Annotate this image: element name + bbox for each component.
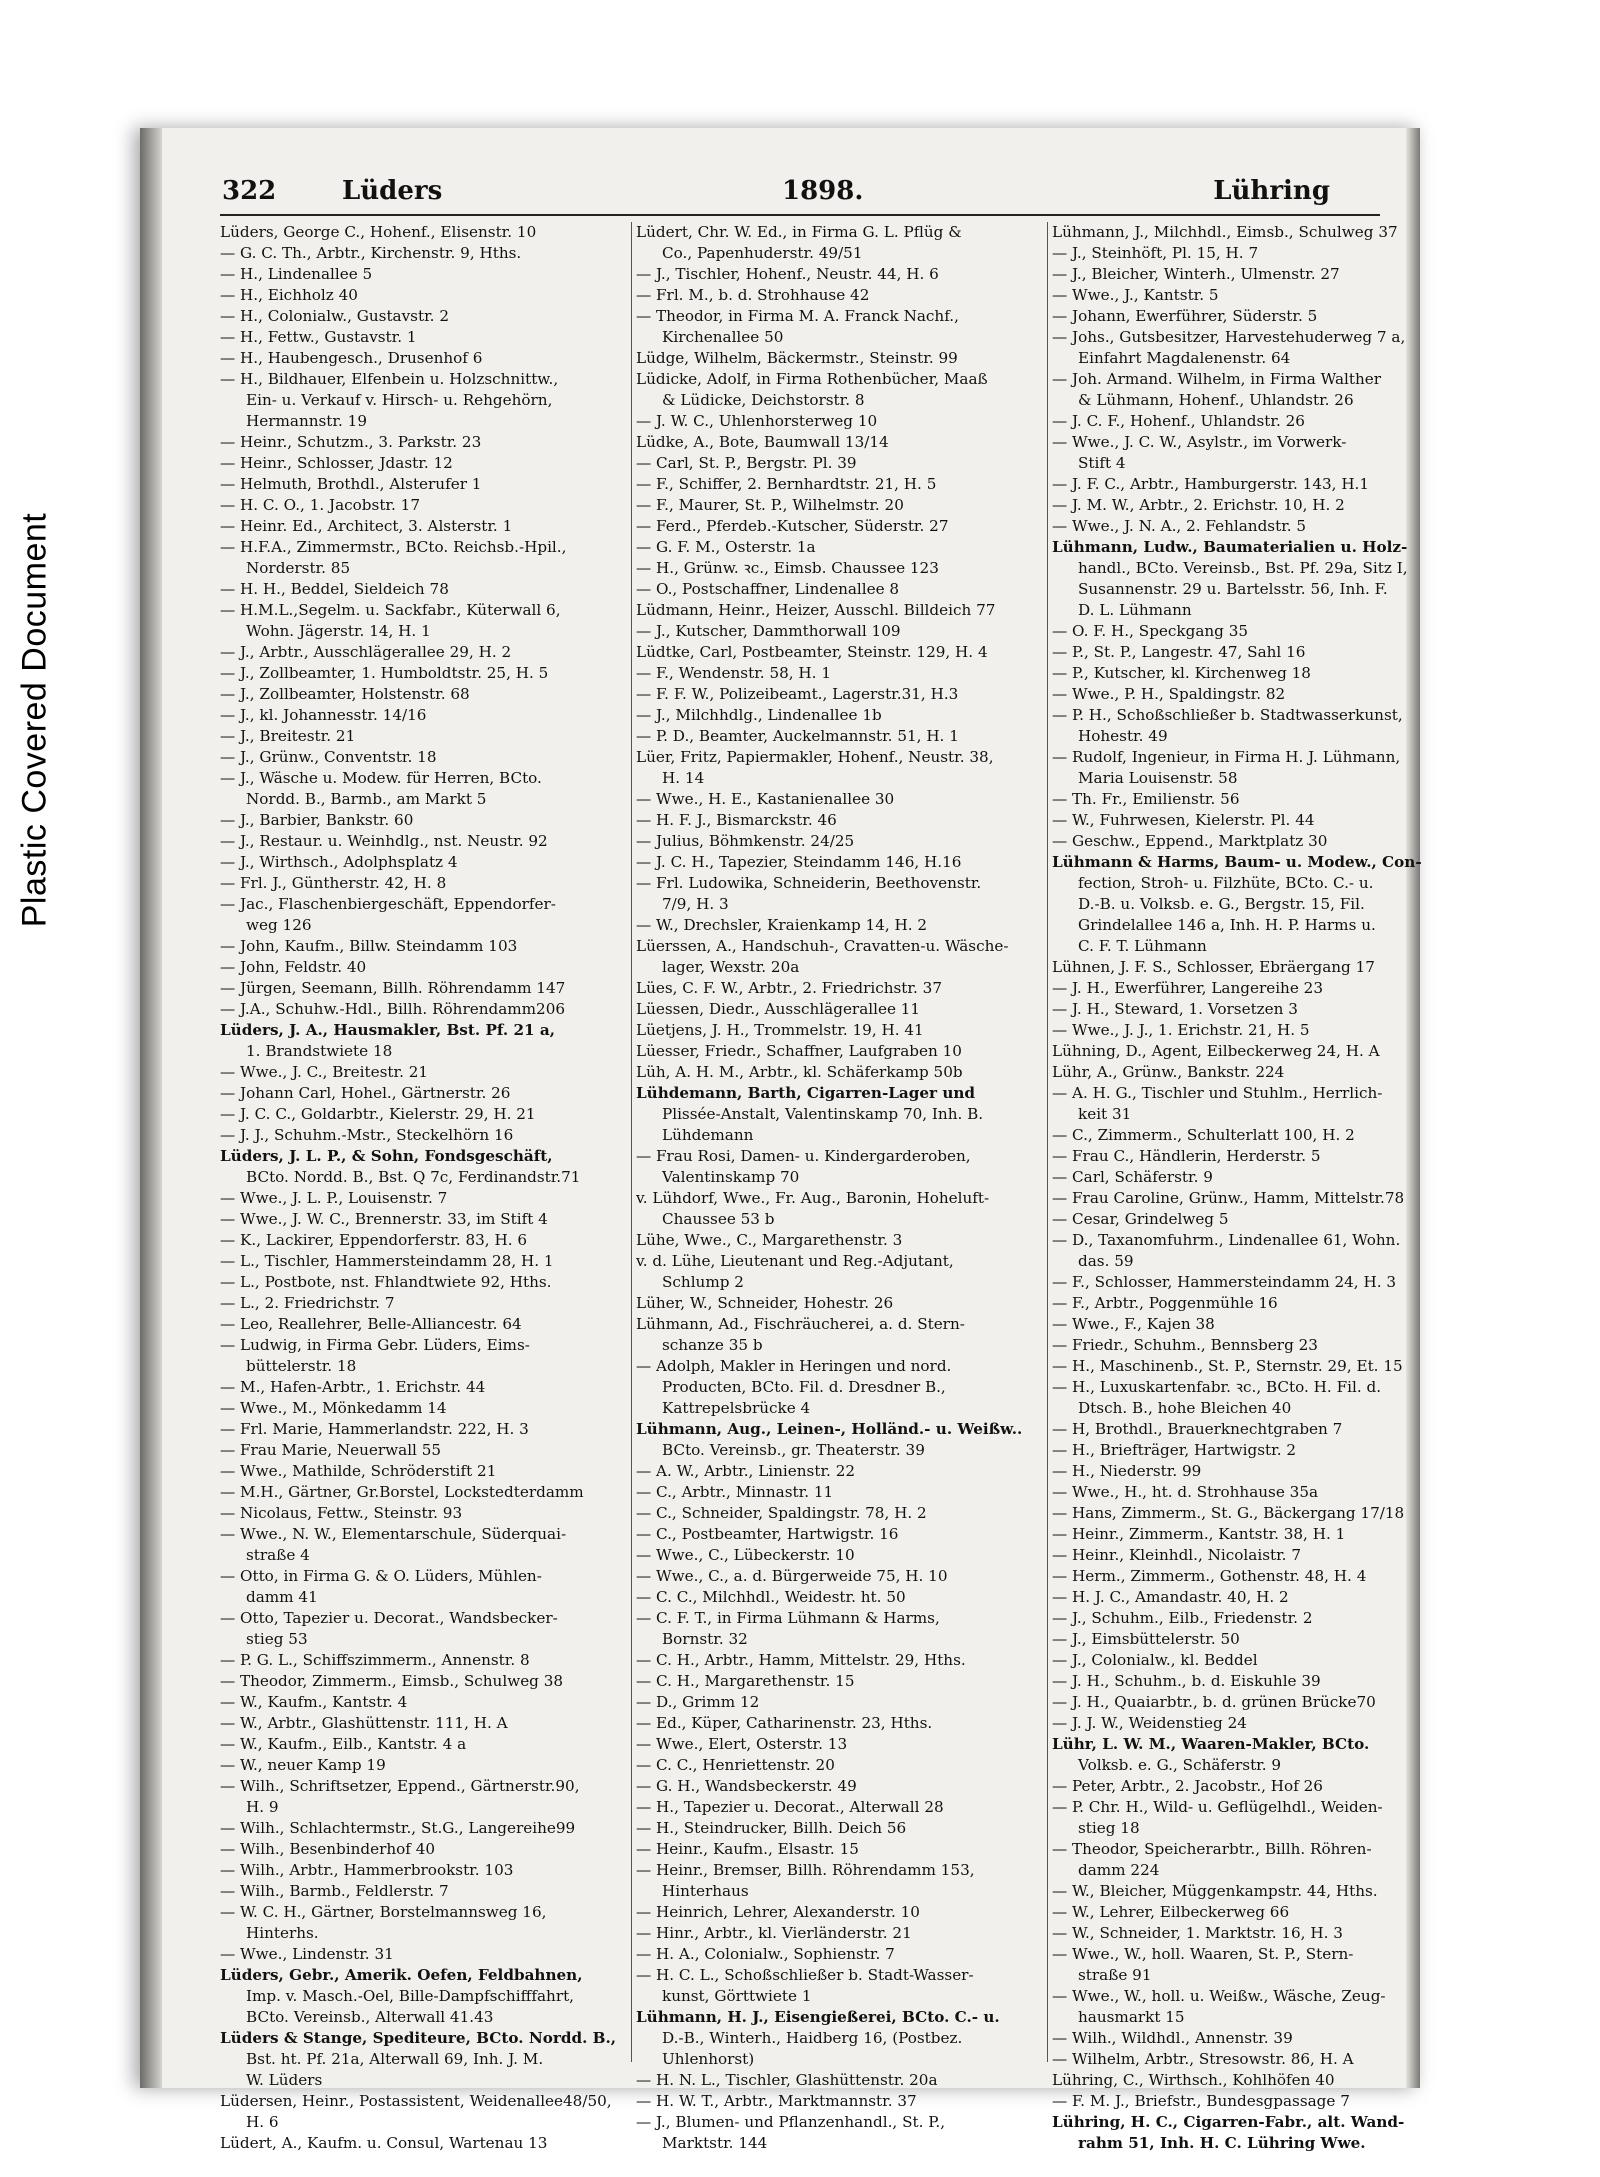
directory-entry: — J., Zollbeamter, Holstenstr. 68 [220,685,470,703]
directory-entry: Lüer, Fritz, Papiermakler, Hohenf., Neustr. 38, [636,748,994,766]
directory-entry: — O. F. H., Speckgang 35 [1052,622,1249,640]
directory-entry: — W., Drechsler, Kraienkamp 14, H. 2 [636,916,928,934]
directory-entry: — P., Kutscher, kl. Kirchenweg 18 [1052,664,1311,682]
directory-entry: — C., Postbeamter, Hartwigstr. 16 [636,1525,899,1543]
directory-entry: — Friedr., Schuhm., Bennsberg 23 [1052,1336,1318,1354]
directory-entry: — W. C. H., Gärtner, Borstelmannsweg 16, [220,1903,547,1921]
directory-entry: lager, Wexstr. 20a [662,958,800,976]
directory-entry: straße 4 [246,1546,310,1564]
directory-entry: Lühr, A., Grünw., Bankstr. 224 [1052,1063,1285,1081]
directory-entry: — J., Eimsbüttelerstr. 50 [1052,1630,1240,1648]
directory-entry: W. Lüders [246,2071,323,2089]
directory-entry: Ein- u. Verkauf v. Hirsch- u. Rehgehörn, [246,391,553,409]
directory-entry: — J. H., Quaiarbtr., b. d. grünen Brücke70 [1052,1693,1376,1711]
directory-entry: — Hinr., Arbtr., kl. Vierländerstr. 21 [636,1924,912,1942]
directory-entry: — Wilh., Besenbinderhof 40 [220,1840,436,1858]
directory-entry: Lühring, C., Wirthsch., Kohlhöfen 40 [1052,2071,1335,2089]
directory-entry: D. L. Lühmann [1078,601,1192,619]
directory-entry: Lüher, W., Schneider, Hohestr. 26 [636,1294,894,1312]
directory-entry: Valentinskamp 70 [662,1168,800,1186]
directory-entry: — H.M.L.,Segelm. u. Sackfabr., Küterwall 6, [220,601,561,619]
column-1 [220,222,625,2152]
directory-entry: Lühdemann [662,1126,754,1144]
directory-entry: — H., Tapezier u. Decorat., Alterwall 28 [636,1798,944,1816]
directory-entry: — Carl, St. P., Bergstr. Pl. 39 [636,454,857,472]
directory-entry: — Otto, Tapezier u. Decorat., Wandsbecker- [220,1609,558,1627]
directory-entry: — D., Grimm 12 [636,1693,760,1711]
directory-entry: Maria Louisenstr. 58 [1078,769,1238,787]
directory-entry: — Wwe., N. W., Elementarschule, Süderquai- [220,1525,567,1543]
directory-entry: — Wwe., C., a. d. Bürgerweide 75, H. 10 [636,1567,948,1585]
directory-entry: — J., Blumen- und Pflanzenhandl., St. P., [636,2113,946,2131]
page-number: 322 [222,176,277,206]
directory-entry: — Frl. Marie, Hammerlandstr. 222, H. 3 [220,1420,529,1438]
directory-entry: Lüdke, A., Bote, Baumwall 13/14 [636,433,889,451]
directory-entry: — H., Bildhauer, Elfenbein u. Holzschnittw., [220,370,559,388]
directory-entry: — F., Schiffer, 2. Bernhardtstr. 21, H. 5 [636,475,937,493]
directory-entry: — Wwe., J. L. P., Louisenstr. 7 [220,1189,448,1207]
directory-entry: — Frl. Ludowika, Schneiderin, Beethovenstr. [636,874,982,892]
directory-entry: Lühning, D., Agent, Eilbeckerweg 24, H. A [1052,1042,1380,1060]
directory-entry: — H., Steindrucker, Billh. Deich 56 [636,1819,907,1837]
directory-entry: Lüdert, Chr. W. Ed., in Firma G. L. Pflüg & [636,223,962,241]
directory-entry: Lüders, J. L. P., & Sohn, Fondsgeschäft, [220,1147,553,1165]
directory-entry: — J., Arbtr., Ausschlägerallee 29, H. 2 [220,643,512,661]
side-label [0,0,70,2177]
directory-entry: Plissée-Anstalt, Valentinskamp 70, Inh. B. [662,1105,984,1123]
directory-entry: — J. C. H., Tapezier, Steindamm 146, H.16 [636,853,962,871]
directory-page [140,128,1422,2152]
directory-entry: — Geschw., Eppend., Marktplatz 30 [1052,832,1328,850]
directory-entry: — P. Chr. H., Wild- u. Geflügelhdl., Weiden- [1052,1798,1383,1816]
directory-entry: — G. H., Wandsbeckerstr. 49 [636,1777,857,1795]
directory-entry: — J., Restaur. u. Weinhdlg., nst. Neustr. 92 [220,832,548,850]
directory-entry: — H. W. T., Arbtr., Marktmannstr. 37 [636,2092,917,2110]
directory-entry: — Cesar, Grindelweg 5 [1052,1210,1229,1228]
column-2 [636,222,1041,2152]
directory-entry: Lüdge, Wilhelm, Bäckermstr., Steinstr. 99 [636,349,958,367]
directory-entry: — Helmuth, Brothdl., Alsterufer 1 [220,475,482,493]
directory-entry: — J., Tischler, Hohenf., Neustr. 44, H. 6 [636,265,939,283]
directory-entry: Volksb. e. G., Schäferstr. 9 [1078,1756,1282,1774]
directory-entry: — Theodor, Zimmerm., Eimsb., Schulweg 38 [220,1672,564,1690]
directory-entry: Lühmann, Ludw., Baumaterialien u. Holz- [1052,538,1408,556]
directory-entry: Lühring, H. C., Cigarren-Fabr., alt. Wand- [1052,2113,1405,2131]
directory-entry: — Wwe., P. H., Spaldingstr. 82 [1052,685,1286,703]
directory-entry: — J., Bleicher, Winterh., Ulmenstr. 27 [1052,265,1340,283]
directory-entry: Lühe, Wwe., C., Margarethenstr. 3 [636,1231,903,1249]
directory-entry: rahm 51, Inh. H. C. Lühring Wwe. [1078,2134,1366,2152]
directory-entry: — W., Bleicher, Müggenkampstr. 44, Hths. [1052,1882,1378,1900]
header-rule [220,214,1380,216]
directory-entry: — Herm., Zimmerm., Gothenstr. 48, H. 4 [1052,1567,1367,1585]
directory-entry: — Wwe., J. W. C., Brennerstr. 33, im Stift 4 [220,1210,548,1228]
directory-entry: — H., Briefträger, Hartwigstr. 2 [1052,1441,1297,1459]
directory-entry: — J. H., Ewerführer, Langereihe 23 [1052,979,1323,997]
directory-entry: Uhlenhorst) [662,2050,755,2068]
directory-entry: — G. C. Th., Arbtr., Kirchenstr. 9, Hths. [220,244,522,262]
directory-entry: — W., Kaufm., Eilb., Kantstr. 4 a [220,1735,467,1753]
directory-entry: — P. D., Beamter, Auckelmannstr. 51, H. 1 [636,727,959,745]
directory-entry: büttelerstr. 18 [246,1357,357,1375]
directory-entry: — C. F. T., in Firma Lühmann & Harms, [636,1609,940,1627]
directory-entry: — Frl. J., Güntherstr. 42, H. 8 [220,874,447,892]
directory-entry: — W., Fuhrwesen, Kielerstr. Pl. 44 [1052,811,1315,829]
directory-entry: — A. H. G., Tischler und Stuhlm., Herrlich- [1052,1084,1383,1102]
directory-entry: — Ludwig, in Firma Gebr. Lüders, Eims- [220,1336,530,1354]
directory-entry: damm 224 [1078,1861,1160,1879]
directory-entry: — H. H., Beddel, Sieldeich 78 [220,580,449,598]
directory-entry: — J., kl. Johannesstr. 14/16 [220,706,427,724]
directory-entry: Hermannstr. 19 [246,412,367,430]
directory-entry: Lühmann, Ad., Fischräucherei, a. d. Stern- [636,1315,965,1333]
directory-entry: Lüders & Stange, Spediteure, BCto. Nordd. B., [220,2029,617,2047]
directory-entry: Lühr, L. W. M., Waaren-Makler, BCto. [1052,1735,1370,1753]
directory-entry: — H., Grünw. ꝛc., Eimsb. Chaussee 123 [636,559,939,577]
directory-entry: Marktstr. 144 [662,2134,768,2152]
directory-entry: weg 126 [246,916,312,934]
directory-entry: Producten, BCto. Fil. d. Dresdner B., [662,1378,946,1396]
directory-entry: — Wwe., M., Mönkedamm 14 [220,1399,447,1417]
directory-entry: — C. C., Henriettenstr. 20 [636,1756,835,1774]
directory-entry: — Wwe., W., holl. u. Weißw., Wäsche, Zeug- [1052,1987,1386,2005]
directory-entry: — Heinr., Kleinhdl., Nicolaistr. 7 [1052,1546,1302,1564]
directory-entry: — L., 2. Friedrichstr. 7 [220,1294,395,1312]
left-running-head: Lüders [342,176,443,206]
column-3 [1052,222,1457,2152]
directory-entry: — Frl. M., b. d. Strohhause 42 [636,286,870,304]
directory-entry: — Heinr., Bremser, Billh. Röhrendamm 153, [636,1861,975,1879]
directory-entry: — P. G. L., Schiffszimmerm., Annenstr. 8 [220,1651,530,1669]
directory-entry: — J., Colonialw., kl. Beddel [1052,1651,1258,1669]
directory-entry: schanze 35 b [662,1336,763,1354]
directory-entry: — Rudolf, Ingenieur, in Firma H. J. Lühmann, [1052,748,1401,766]
directory-entry: Co., Papenhuderstr. 49/51 [662,244,863,262]
directory-entry: Lüdicke, Adolf, in Firma Rothenbücher, Maaß [636,370,988,388]
directory-entry: — Wwe., W., holl. Waaren, St. P., Stern- [1052,1945,1354,1963]
directory-entry: Hinterhs. [246,1924,319,1942]
directory-entry: — Wwe., H., ht. d. Strohhause 35a [1052,1483,1319,1501]
directory-entry: — C. H., Margarethenstr. 15 [636,1672,855,1690]
directory-entry: Stift 4 [1078,454,1126,472]
directory-entry: — Johs., Gutsbesitzer, Harvestehuderweg 7 a, [1052,328,1406,346]
directory-entry: — H., Fettw., Gustavstr. 1 [220,328,417,346]
directory-entry: Einfahrt Magdalenenstr. 64 [1078,349,1291,367]
directory-entry: Lühmann, Aug., Leinen-, Holländ.- u. Weißw.. [636,1420,1023,1438]
directory-entry: Lüetjens, J. H., Trommelstr. 19, H. 41 [636,1021,924,1039]
directory-entry: BCto. Vereinsb., Alterwall 41.43 [246,2008,494,2026]
column-separator [1047,222,1048,2062]
directory-entry: Bst. ht. Pf. 21a, Alterwall 69, Inh. J. M. [246,2050,544,2068]
directory-entry: — J., Milchhdlg., Lindenallee 1b [636,706,882,724]
directory-entry: — Adolph, Makler in Heringen und nord. [636,1357,952,1375]
directory-entry: H. 9 [246,1798,279,1816]
directory-entry: Lühdemann, Barth, Cigarren-Lager und [636,1084,976,1102]
directory-entry: — J., Barbier, Bankstr. 60 [220,811,414,829]
directory-entry: Lühmann, H. J., Eisengießerei, BCto. C.- u. [636,2008,1000,2026]
directory-entry: Hohestr. 49 [1078,727,1168,745]
directory-entry: C. F. T. Lühmann [1078,937,1207,955]
directory-entry: Wohn. Jägerstr. 14, H. 1 [246,622,431,640]
directory-entry: Lüdmann, Heinr., Heizer, Ausschl. Billdeich 77 [636,601,996,619]
directory-entry: Imp. v. Masch.-Oel, Bille-Dampfschifffahrt, [246,1987,575,2005]
directory-entry: — Wwe., C., Lübeckerstr. 10 [636,1546,855,1564]
directory-entry: — W., Kaufm., Kantstr. 4 [220,1693,408,1711]
directory-entry: — O., Postschaffner, Lindenallee 8 [636,580,900,598]
directory-entry: — Wilhelm, Arbtr., Stresowstr. 86, H. A [1052,2050,1354,2068]
directory-entry: — C. C., Milchhdl., Weidestr. ht. 50 [636,1588,906,1606]
directory-entry: Nordd. B., Barmb., am Markt 5 [246,790,487,808]
directory-entry: stieg 53 [246,1630,308,1648]
directory-entry: straße 91 [1078,1966,1152,1984]
directory-entry: — J. F. C., Arbtr., Hamburgerstr. 143, H.1 [1052,475,1370,493]
directory-entry: Kattrepelsbrücke 4 [662,1399,811,1417]
directory-entry: — F. F. W., Polizeibeamt., Lagerstr.31, H.3 [636,685,959,703]
directory-entry: — Wwe., J. J., 1. Erichstr. 21, H. 5 [1052,1021,1310,1039]
directory-entry: — Frau C., Händlerin, Herderstr. 5 [1052,1147,1321,1165]
directory-entry: — Otto, in Firma G. & O. Lüders, Mühlen- [220,1567,542,1585]
directory-entry: 7/9, H. 3 [662,895,729,913]
directory-entry: — Ed., Küper, Catharinenstr. 23, Hths. [636,1714,933,1732]
directory-entry: — J., Wirthsch., Adolphsplatz 4 [220,853,458,871]
directory-entry: — J. H., Schuhm., b. d. Eiskuhle 39 [1052,1672,1321,1690]
directory-entry: stieg 18 [1078,1819,1140,1837]
directory-entry: kunst, Görttwiete 1 [662,1987,812,2005]
directory-entry: — A. W., Arbtr., Linienstr. 22 [636,1462,856,1480]
directory-entry: BCto. Nordd. B., Bst. Q 7c, Ferdinandstr.71 [246,1168,581,1186]
directory-entry: — Jürgen, Seemann, Billh. Röhrendamm 147 [220,979,566,997]
directory-entry: hausmarkt 15 [1078,2008,1185,2026]
directory-entry: — Heinrich, Lehrer, Alexanderstr. 10 [636,1903,920,1921]
directory-entry: — Wwe., J., Kantstr. 5 [1052,286,1219,304]
directory-entry: — Frau Caroline, Grünw., Hamm, Mittelstr.78 [1052,1189,1405,1207]
directory-entry: — Heinr., Zimmerm., Kantstr. 38, H. 1 [1052,1525,1346,1543]
column-separator [631,222,632,2062]
directory-entry: — H. F. J., Bismarckstr. 46 [636,811,837,829]
directory-entry: — P. H., Schoßschließer b. Stadtwasserkunst, [1052,706,1403,724]
directory-entry: — H. N. L., Tischler, Glashüttenstr. 20a [636,2071,938,2089]
directory-entry: — F., Arbtr., Poggenmühle 16 [1052,1294,1278,1312]
directory-entry: — John, Feldstr. 40 [220,958,367,976]
directory-entry: v. Lühdorf, Wwe., Fr. Aug., Baronin, Hoheluft- [636,1189,990,1207]
directory-entry: — Ferd., Pferdeb.-Kutscher, Süderstr. 27 [636,517,949,535]
directory-entry: — W., Arbtr., Glashüttenstr. 111, H. A [220,1714,508,1732]
directory-entry: — J. W. C., Uhlenhorsterweg 10 [636,412,878,430]
directory-entry: — J. M. W., Arbtr., 2. Erichstr. 10, H. 2 [1052,496,1345,514]
directory-entry: Lües, C. F. W., Arbtr., 2. Friedrichstr. 37 [636,979,942,997]
directory-entry: Chaussee 53 b [662,1210,775,1228]
directory-entry: — Heinr., Kaufm., Elsastr. 15 [636,1840,859,1858]
directory-entry: — P., St. P., Langestr. 47, Sahl 16 [1052,643,1306,661]
directory-entry: — John, Kaufm., Billw. Steindamm 103 [220,937,518,955]
directory-entry: — F. M. J., Briefstr., Bundesgpassage 7 [1052,2092,1350,2110]
year: 1898. [782,176,864,206]
directory-entry: keit 31 [1078,1105,1132,1123]
directory-entry: — W., Schneider, 1. Marktstr. 16, H. 3 [1052,1924,1343,1942]
directory-entry: Lüerssen, A., Handschuh-, Cravatten-u. Wäsche- [636,937,1009,955]
directory-entry: — Heinr., Schlosser, Jdastr. 12 [220,454,453,472]
directory-entry: — W., neuer Kamp 19 [220,1756,386,1774]
directory-entry: Lüders, J. A., Hausmakler, Bst. Pf. 21 a, [220,1021,555,1039]
directory-entry: Susannenstr. 29 u. Bartelsstr. 56, Inh. F. [1078,580,1388,598]
directory-entry: Hinterhaus [662,1882,749,1900]
directory-entry: — C., Zimmerm., Schulterlatt 100, H. 2 [1052,1126,1355,1144]
directory-entry: — Wwe., Lindenstr. 31 [220,1945,394,1963]
directory-entry: Grindelallee 146 a, Inh. H. P. Harms u. [1078,916,1376,934]
directory-entry: — J., Schuhm., Eilb., Friedenstr. 2 [1052,1609,1313,1627]
directory-entry: — Heinr. Ed., Architect, 3. Alsterstr. 1 [220,517,513,535]
directory-entry: Lühnen, J. F. S., Schlosser, Ebräergang 17 [1052,958,1375,976]
directory-entry: — Carl, Schäferstr. 9 [1052,1168,1213,1186]
directory-entry: — L., Postbote, nst. Fhlandtwiete 92, Hths. [220,1273,552,1291]
directory-entry: 1. Brandstwiete 18 [246,1042,393,1060]
directory-entry: H. 6 [246,2113,279,2131]
directory-entry: — C., Arbtr., Minnastr. 11 [636,1483,834,1501]
directory-entry: — J. C. C., Goldarbtr., Kielerstr. 29, H. 21 [220,1105,536,1123]
directory-entry: v. d. Lühe, Lieutenant und Reg.-Adjutant, [636,1252,954,1270]
directory-entry: — Wwe., J. C., Breitestr. 21 [220,1063,429,1081]
directory-entry: — Hans, Zimmerm., St. G., Bäckergang 17/18 [1052,1504,1405,1522]
directory-entry: BCto. Vereinsb., gr. Theaterstr. 39 [662,1441,925,1459]
directory-entry: D.-B., Winterh., Haidberg 16, (Postbez. [662,2029,963,2047]
directory-entry: Lühmann, J., Milchhdl., Eimsb., Schulweg 37 [1052,223,1398,241]
directory-entry: — H., Haubengesch., Drusenhof 6 [220,349,483,367]
directory-entry: & Lühmann, Hohenf., Uhlandstr. 26 [1078,391,1354,409]
directory-entry: Lüdert, A., Kaufm. u. Consul, Wartenau 13 [220,2134,548,2152]
directory-entry: — F., Schlosser, Hammersteindamm 24, H. 3 [1052,1273,1397,1291]
directory-entry: — J. C. F., Hohenf., Uhlandstr. 26 [1052,412,1305,430]
directory-entry: — J., Breitestr. 21 [220,727,356,745]
directory-entry: Kirchenallee 50 [662,328,784,346]
directory-entry: Bornstr. 32 [662,1630,748,1648]
directory-entry: Lüdersen, Heinr., Postassistent, Weidenallee48/50, [220,2092,612,2110]
directory-entry: Lüh, A. H. M., Arbtr., kl. Schäferkamp 50b [636,1063,963,1081]
directory-entry: — H., Lindenallee 5 [220,265,373,283]
directory-entry: handl., BCto. Vereinsb., Bst. Pf. 29a, Sitz I, [1078,559,1408,577]
directory-entry: — J. J. W., Weidenstieg 24 [1052,1714,1247,1732]
directory-entry: — Johann, Ewerführer, Süderstr. 5 [1052,307,1318,325]
right-running-head: Lühring [1213,176,1330,206]
directory-entry: — Jac., Flaschenbiergeschäft, Eppendorfer- [220,895,556,913]
directory-entry: — Nicolaus, Fettw., Steinstr. 93 [220,1504,463,1522]
directory-entry: Lühmann & Harms, Baum- u. Modew., Con- [1052,853,1422,871]
directory-entry: — M., Hafen-Arbtr., 1. Erichstr. 44 [220,1378,486,1396]
directory-entry: — J., Kutscher, Dammthorwall 109 [636,622,901,640]
directory-entry: — H. J. C., Amandastr. 40, H. 2 [1052,1588,1289,1606]
directory-entry: — Theodor, in Firma M. A. Franck Nachf., [636,307,959,325]
directory-entry: — H., Colonialw., Gustavstr. 2 [220,307,449,325]
directory-entry: — Frau Rosi, Damen- u. Kindergarderoben, [636,1147,971,1165]
directory-entry: — H., Niederstr. 99 [1052,1462,1202,1480]
directory-entry: — H. C. O., 1. Jacobstr. 17 [220,496,420,514]
directory-entry: — J. J., Schuhm.-Mstr., Steckelhörn 16 [220,1126,514,1144]
directory-entry: — Theodor, Speicherarbtr., Billh. Röhren- [1052,1840,1372,1858]
directory-entry: — J. H., Steward, 1. Vorsetzen 3 [1052,1000,1298,1018]
directory-entry: — G. F. M., Osterstr. 1a [636,538,816,556]
directory-entry: fection, Stroh- u. Filzhüte, BCto. C.- u. [1078,874,1374,892]
directory-entry: — H., Eichholz 40 [220,286,358,304]
directory-entry: — Wwe., H. E., Kastanienallee 30 [636,790,895,808]
directory-entry: — H. C. L., Schoßschließer b. Stadt-Wasser- [636,1966,974,1984]
directory-entry: — C. H., Arbtr., Hamm, Mittelstr. 29, Hths. [636,1651,966,1669]
directory-entry: — F., Wendenstr. 58, H. 1 [636,664,831,682]
directory-entry: — H., Maschinenb., St. P., Sternstr. 29, Et. 15 [1052,1357,1403,1375]
directory-entry: — J., Wäsche u. Modew. für Herren, BCto. [220,769,542,787]
directory-entry: — J., Zollbeamter, 1. Humboldtstr. 25, H. 5 [220,664,549,682]
directory-entry: — Julius, Böhmkenstr. 24/25 [636,832,855,850]
side-label-text: Plastic Covered Document [15,512,54,928]
directory-entry: — M.H., Gärtner, Gr.Borstel, Lockstedterdamm [220,1483,584,1501]
directory-entry: — Wilh., Barmb., Feldlerstr. 7 [220,1882,449,1900]
directory-entry: Dtsch. B., hohe Bleichen 40 [1078,1399,1292,1417]
directory-entry: — Wwe., Elert, Osterstr. 13 [636,1735,848,1753]
directory-entry: Lüders, Gebr., Amerik. Oefen, Feldbahnen, [220,1966,583,1984]
directory-entry: — Wwe., J. C. W., Asylstr., im Vorwerk- [1052,433,1347,451]
directory-entry: — D., Taxanomfuhrm., Lindenallee 61, Wohn. [1052,1231,1401,1249]
directory-entry: — H. A., Colonialw., Sophienstr. 7 [636,1945,895,1963]
directory-entry: — K., Lackirer, Eppendorferstr. 83, H. 6 [220,1231,528,1249]
directory-entry: Lüders, George C., Hohenf., Elisenstr. 10 [220,223,537,241]
page-header [222,176,1380,212]
directory-entry: — Wilh., Arbtr., Hammerbrookstr. 103 [220,1861,514,1879]
directory-entry: & Lüdicke, Deichstorstr. 8 [662,391,865,409]
directory-entry: damm 41 [246,1588,318,1606]
directory-entry: — J.A., Schuhw.-Hdl., Billh. Röhrendamm206 [220,1000,566,1018]
directory-entry: — Johann Carl, Hohel., Gärtnerstr. 26 [220,1084,511,1102]
directory-entry: — L., Tischler, Hammersteindamm 28, H. 1 [220,1252,554,1270]
directory-entry: — W., Lehrer, Eilbeckerweg 66 [1052,1903,1290,1921]
directory-entry: — Leo, Reallehrer, Belle-Alliancestr. 64 [220,1315,522,1333]
directory-entry: — J., Grünw., Conventstr. 18 [220,748,437,766]
directory-entry: — H.F.A., Zimmermstr., BCto. Reichsb.-Hpil., [220,538,567,556]
directory-entry: Norderstr. 85 [246,559,351,577]
directory-entry: — Wilh., Schlachtermstr., St.G., Langereihe99 [220,1819,576,1837]
directory-entry: H. 14 [662,769,705,787]
directory-entry: D.-B. u. Volksb. e. G., Bergstr. 15, Fil. [1078,895,1365,913]
directory-entry: — Wwe., J. N. A., 2. Fehlandstr. 5 [1052,517,1307,535]
directory-entry: — Frau Marie, Neuerwall 55 [220,1441,442,1459]
directory-entry: — Wwe., F., Kajen 38 [1052,1315,1215,1333]
directory-entry: — F., Maurer, St. P., Wilhelmstr. 20 [636,496,904,514]
directory-entry: — Peter, Arbtr., 2. Jacobstr., Hof 26 [1052,1777,1323,1795]
directory-entry: — Joh. Armand. Wilhelm, in Firma Walther [1052,370,1382,388]
directory-entry: — Wwe., Mathilde, Schröderstift 21 [220,1462,497,1480]
directory-entry: Lüesser, Friedr., Schaffner, Laufgraben 10 [636,1042,962,1060]
directory-entry: — H., Luxuskartenfabr. ꝛc., BCto. H. Fil. d. [1052,1378,1382,1396]
directory-entry: das. 59 [1078,1252,1134,1270]
directory-entry: Schlump 2 [662,1273,744,1291]
directory-entry: Lüessen, Diedr., Ausschlägerallee 11 [636,1000,921,1018]
directory-entry: — Th. Fr., Emilienstr. 56 [1052,790,1240,808]
directory-entry: — Heinr., Schutzm., 3. Parkstr. 23 [220,433,482,451]
directory-entry: Lüdtke, Carl, Postbeamter, Steinstr. 129, H. 4 [636,643,988,661]
directory-entry: — Wilh., Wildhdl., Annenstr. 39 [1052,2029,1293,2047]
directory-entry: — C., Schneider, Spaldingstr. 78, H. 2 [636,1504,927,1522]
directory-entry: — H, Brothdl., Brauerknechtgraben 7 [1052,1420,1343,1438]
directory-entry: — J., Steinhöft, Pl. 15, H. 7 [1052,244,1259,262]
directory-entry: — Wilh., Schriftsetzer, Eppend., Gärtnerstr.90, [220,1777,580,1795]
